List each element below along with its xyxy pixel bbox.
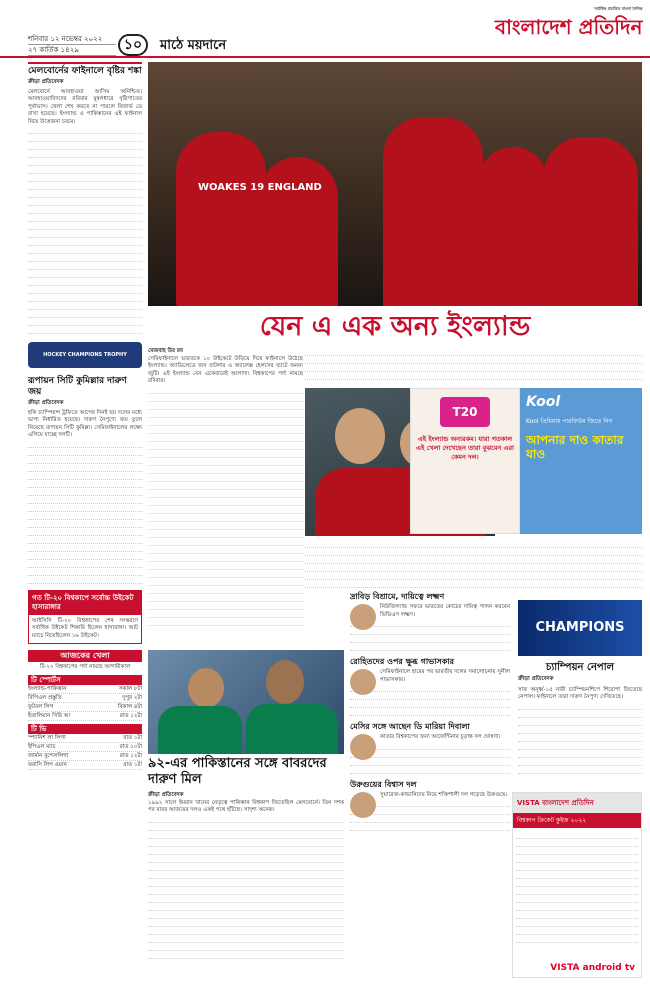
masthead-tagline: সর্বাধিক প্রচারিত বাংলা দৈনিক bbox=[594, 6, 643, 11]
tv-category-2: টি ভি bbox=[28, 724, 142, 734]
side-story bbox=[350, 780, 510, 832]
masthead-logo[interactable] bbox=[495, 6, 643, 46]
main-headline[interactable]: যেন এ এক অন্য ইংল্যান্ড bbox=[259, 311, 531, 342]
main-story-top-text bbox=[305, 348, 642, 386]
player-figure bbox=[383, 117, 483, 306]
main-text-block bbox=[148, 386, 303, 626]
tv-guide bbox=[28, 650, 142, 770]
side-story-title[interactable]: উরুগুয়ের বিশ্বাস দল bbox=[350, 779, 417, 789]
nepal-body: সাফ অনূর্ধ্ব-১৫ নারী চ্যাম্পিয়নশিপে শিরোপা জিতেছে নেপাল। ফাইনালে তারা দারুণ নৈপুণ্য দেখিয়েছে। bbox=[518, 686, 642, 700]
vista-subtitle: বিশ্বকাপ ক্রিকেট কুইজ ২০২২ bbox=[513, 813, 641, 828]
tv-time: রাত ১০টা bbox=[119, 743, 142, 750]
kool-tagline: Kool প্রিমিয়াম পারফিউম জিতে নিন bbox=[526, 418, 613, 425]
main-byline: মেজবাহ উর রব bbox=[148, 348, 183, 354]
player-figure bbox=[478, 147, 548, 306]
tv-row bbox=[28, 685, 142, 694]
tv-time: রাত ১টা bbox=[123, 761, 142, 768]
side-story-title[interactable]: রোহিতদের ওপর ক্ষুব্ধ গাভাসকার bbox=[350, 657, 455, 666]
left-column bbox=[28, 62, 142, 770]
jersey bbox=[158, 706, 242, 754]
kool-advertisement[interactable] bbox=[520, 388, 642, 534]
story1-text-block bbox=[28, 126, 142, 334]
tv-program: ইতালিয়ান সিরি আ bbox=[28, 712, 71, 719]
tv-program: স্প্যানিশ লা লিগা bbox=[28, 734, 66, 741]
date-gregorian: শনিবার ১২ নভেম্বর ২০২২ bbox=[28, 34, 116, 45]
side-story bbox=[350, 657, 510, 716]
player-face bbox=[266, 660, 304, 704]
main-story bbox=[148, 348, 303, 626]
player-figure bbox=[258, 157, 338, 306]
pakistan-players-photo bbox=[148, 650, 344, 754]
portrait-photo bbox=[350, 669, 376, 695]
player-face bbox=[335, 408, 385, 464]
tv-row bbox=[28, 712, 142, 721]
nepal-title[interactable]: চ্যাম্পিয়ন নেপাল bbox=[545, 662, 615, 673]
kool-logo: Kool bbox=[526, 394, 561, 410]
pakistan-story bbox=[148, 792, 344, 959]
portrait-photo bbox=[350, 604, 376, 630]
tv-row bbox=[28, 752, 142, 761]
vista-brand: VISTA android tv bbox=[550, 963, 635, 973]
story1-body: মেলবোর্নে আবহাওয়া আসিম অনিশ্চিত। আবহাওয়াবিদদের রবিবার মুষলধারে বৃষ্টিপাতের পূর্বাভাস। খেলা শেষ করতে না পারলে রিজার্ভ ডে রাখা হয়েছে। ইংল্যান্ড ও পাকিস্তানের এই ফাইনাল নিয়ে উত্তেজনা চরমে। bbox=[28, 88, 142, 125]
tv-heading: আজকের খেলা bbox=[28, 650, 142, 662]
portrait-photo bbox=[350, 734, 376, 760]
side-story-body: সুয়ারেজ-কাভানিদের নিয়ে শক্তিশালী দল গড়েছে উরুগুয়ে। bbox=[380, 791, 508, 798]
vista-quiz-advertisement[interactable] bbox=[512, 792, 642, 978]
player-face bbox=[188, 668, 224, 708]
masthead-text: বাংলাদেশ প্রতিদিন bbox=[495, 15, 643, 39]
tv-time: রাত ১টা bbox=[123, 734, 142, 741]
tv-row bbox=[28, 694, 142, 703]
tv-row bbox=[28, 761, 142, 770]
tv-subheading: টি-২০ বিশ্বকাপের পর্দা নামছে আগামীকাল bbox=[39, 664, 131, 670]
tv-rows-1 bbox=[28, 685, 142, 721]
tv-rows-2 bbox=[28, 734, 142, 770]
kool-offer: আপনার দাও কাতার যাও bbox=[526, 433, 624, 461]
england-celebration-photo bbox=[148, 62, 642, 306]
jersey bbox=[246, 704, 338, 754]
side-story-title[interactable]: দ্রাবিড় বিশ্রামে, দায়িত্বে লক্ষ্মণ bbox=[350, 592, 445, 601]
tv-program: বিপিএল প্রস্তুতি bbox=[28, 694, 62, 701]
tv-program: ফুটবল লিগ bbox=[28, 703, 54, 710]
side-story-body: সেমিফাইনালে হারের পর ভারতীয় দলের সমালোচনায় সুনীল গাভাসকার। bbox=[380, 669, 510, 683]
pakistan-body: ১৯৯২ সালে ইমরান খানের নেতৃত্বে পাকিস্তান বিশ্বকাপ জিতেছিল মেলবোর্নে। তিন দশক পর বাবর আজমের দলও একই পথে হাঁটছে। সাদৃশ্য অনেক। bbox=[148, 799, 344, 813]
nepal-story bbox=[518, 662, 642, 774]
t20-quote-box bbox=[410, 388, 520, 534]
player-figure bbox=[176, 132, 266, 306]
boxed-title[interactable]: গত টি-২০ বিশ্বকাপে সর্বোচ্চ উইকেট হাসারাঙ্গার bbox=[29, 591, 141, 615]
jersey-text: WOAKES 19 ENGLAND bbox=[198, 182, 322, 193]
player-figure bbox=[543, 137, 638, 306]
page-number: ১০ bbox=[118, 34, 148, 56]
nepal-byline: ক্রীড়া প্রতিবেদক bbox=[518, 676, 554, 682]
side-story bbox=[350, 592, 510, 651]
nepal-champions-banner: CHAMPIONS bbox=[518, 600, 642, 656]
date-box bbox=[28, 34, 116, 56]
main-body: সেমিফাইনালে ভারতকে ১০ উইকেটে উড়িয়ে দিয়ে ফাইনালে উঠেছে ইংল্যান্ড। অ্যাডিলেডে জস বাটলার ও অ্যালেক্স হেলসের ব্যাটে অনন্য জুটি। এই ইংল্যান্ড যেন একেবারেই আলাদা। বিশ্বকাপের পর্দা নামছে রবিবার। bbox=[148, 355, 303, 384]
story2-byline: ক্রীড়া প্রতিবেদক bbox=[28, 400, 64, 406]
tv-program: ইংল্যান্ড-পাকিস্তান bbox=[28, 685, 67, 692]
story1-byline: ক্রীড়া প্রতিবেদক bbox=[28, 79, 64, 85]
section-title: মাঠে ময়দানে bbox=[160, 38, 227, 53]
tv-time: বিকাল ৪টা bbox=[117, 703, 142, 710]
vista-rules bbox=[513, 828, 641, 946]
tv-row bbox=[28, 743, 142, 752]
quote-text: এই ইংল্যান্ড অন্যরকম। যারা গতকাল এই খেলা দেখেছেন তারা বুঝবেন এরা কেমন দল। bbox=[416, 435, 514, 461]
tv-row bbox=[28, 734, 142, 743]
side-story-title[interactable]: মেসির সঙ্গে আছেন ডি মারিয়া দিবালা bbox=[350, 722, 470, 731]
portrait-photo bbox=[350, 792, 376, 818]
main-story-continued bbox=[305, 540, 642, 588]
side-story bbox=[350, 722, 510, 774]
story2-title[interactable]: রূপায়ন সিটি কুমিল্লার দারুণ জয় bbox=[28, 376, 127, 397]
side-story-body: কাতার বিশ্বকাপের জন্য আর্জেন্টিনার চূড়ান্ত দল ঘোষণা। bbox=[380, 734, 501, 740]
story1-title[interactable]: মেলবোর্নের ফাইনালে বৃষ্টির শঙ্কা bbox=[28, 62, 142, 77]
tv-program: ফরাসি লিগ ওয়ান bbox=[28, 761, 67, 768]
pakistan-headline[interactable]: ৯২-এর পাকিস্তানের সঙ্গে বাবরদের দারুণ মিল bbox=[148, 756, 327, 787]
vista-title: VISTA বাংলাদেশ প্রতিদিন bbox=[513, 793, 641, 813]
tv-program: জার্মান বুন্দেসলিগা bbox=[28, 752, 69, 759]
hockey-logo: HOCKEY CHAMPIONS TROPHY bbox=[28, 342, 142, 368]
tv-time: রাত ১২টা bbox=[119, 712, 142, 719]
tv-time: রাত ১২টা bbox=[119, 752, 142, 759]
story2-text-block bbox=[28, 440, 142, 584]
side-story-body: নিউজিল্যান্ড সফরে ভারতের কোচের দায়িত্ব পালন করবেন ভিভিএস লক্ষ্মণ। bbox=[380, 604, 510, 618]
date-bengali: ২৭ কার্তিক ১৪২৯ bbox=[28, 45, 116, 56]
story2-body: হকি চ্যাম্পিয়ন্স ট্রফিতে আগের দিনই ছয় দলের মধ্যে ভাগ্য নির্ধারিত হয়েছে। দারুণ নৈপুণ্যে জয় তুলে নিয়েছে রূপায়ন সিটি কুমিল্লা। সেমিফাইনালের লক্ষ্যে এগিয়ে যাচ্ছে দলটি। bbox=[28, 409, 142, 438]
tv-row bbox=[28, 703, 142, 712]
t20-logo: T20 bbox=[440, 397, 490, 427]
boxed-body: আইসিসি টি-২০ বিশ্বকাপের শেষ সংস্করণে সর্বাধিক উইকেট শিকারি ছিলেন হাসারাঙ্গা। আট ম্যাচে নিয়েছিলেন ১৬ উইকেট। bbox=[32, 617, 138, 639]
side-stories bbox=[350, 592, 510, 837]
pakistan-byline: ক্রীড়া প্রতিবেদক bbox=[148, 792, 184, 798]
tv-time: সকাল ৮টা bbox=[118, 685, 142, 692]
boxed-story bbox=[28, 590, 142, 645]
tv-program: ইপিএল ম্যাচ bbox=[28, 743, 56, 750]
tv-time: দুপুর ২টা bbox=[122, 694, 142, 701]
tv-category-1: টি স্পোর্টস bbox=[28, 675, 142, 685]
